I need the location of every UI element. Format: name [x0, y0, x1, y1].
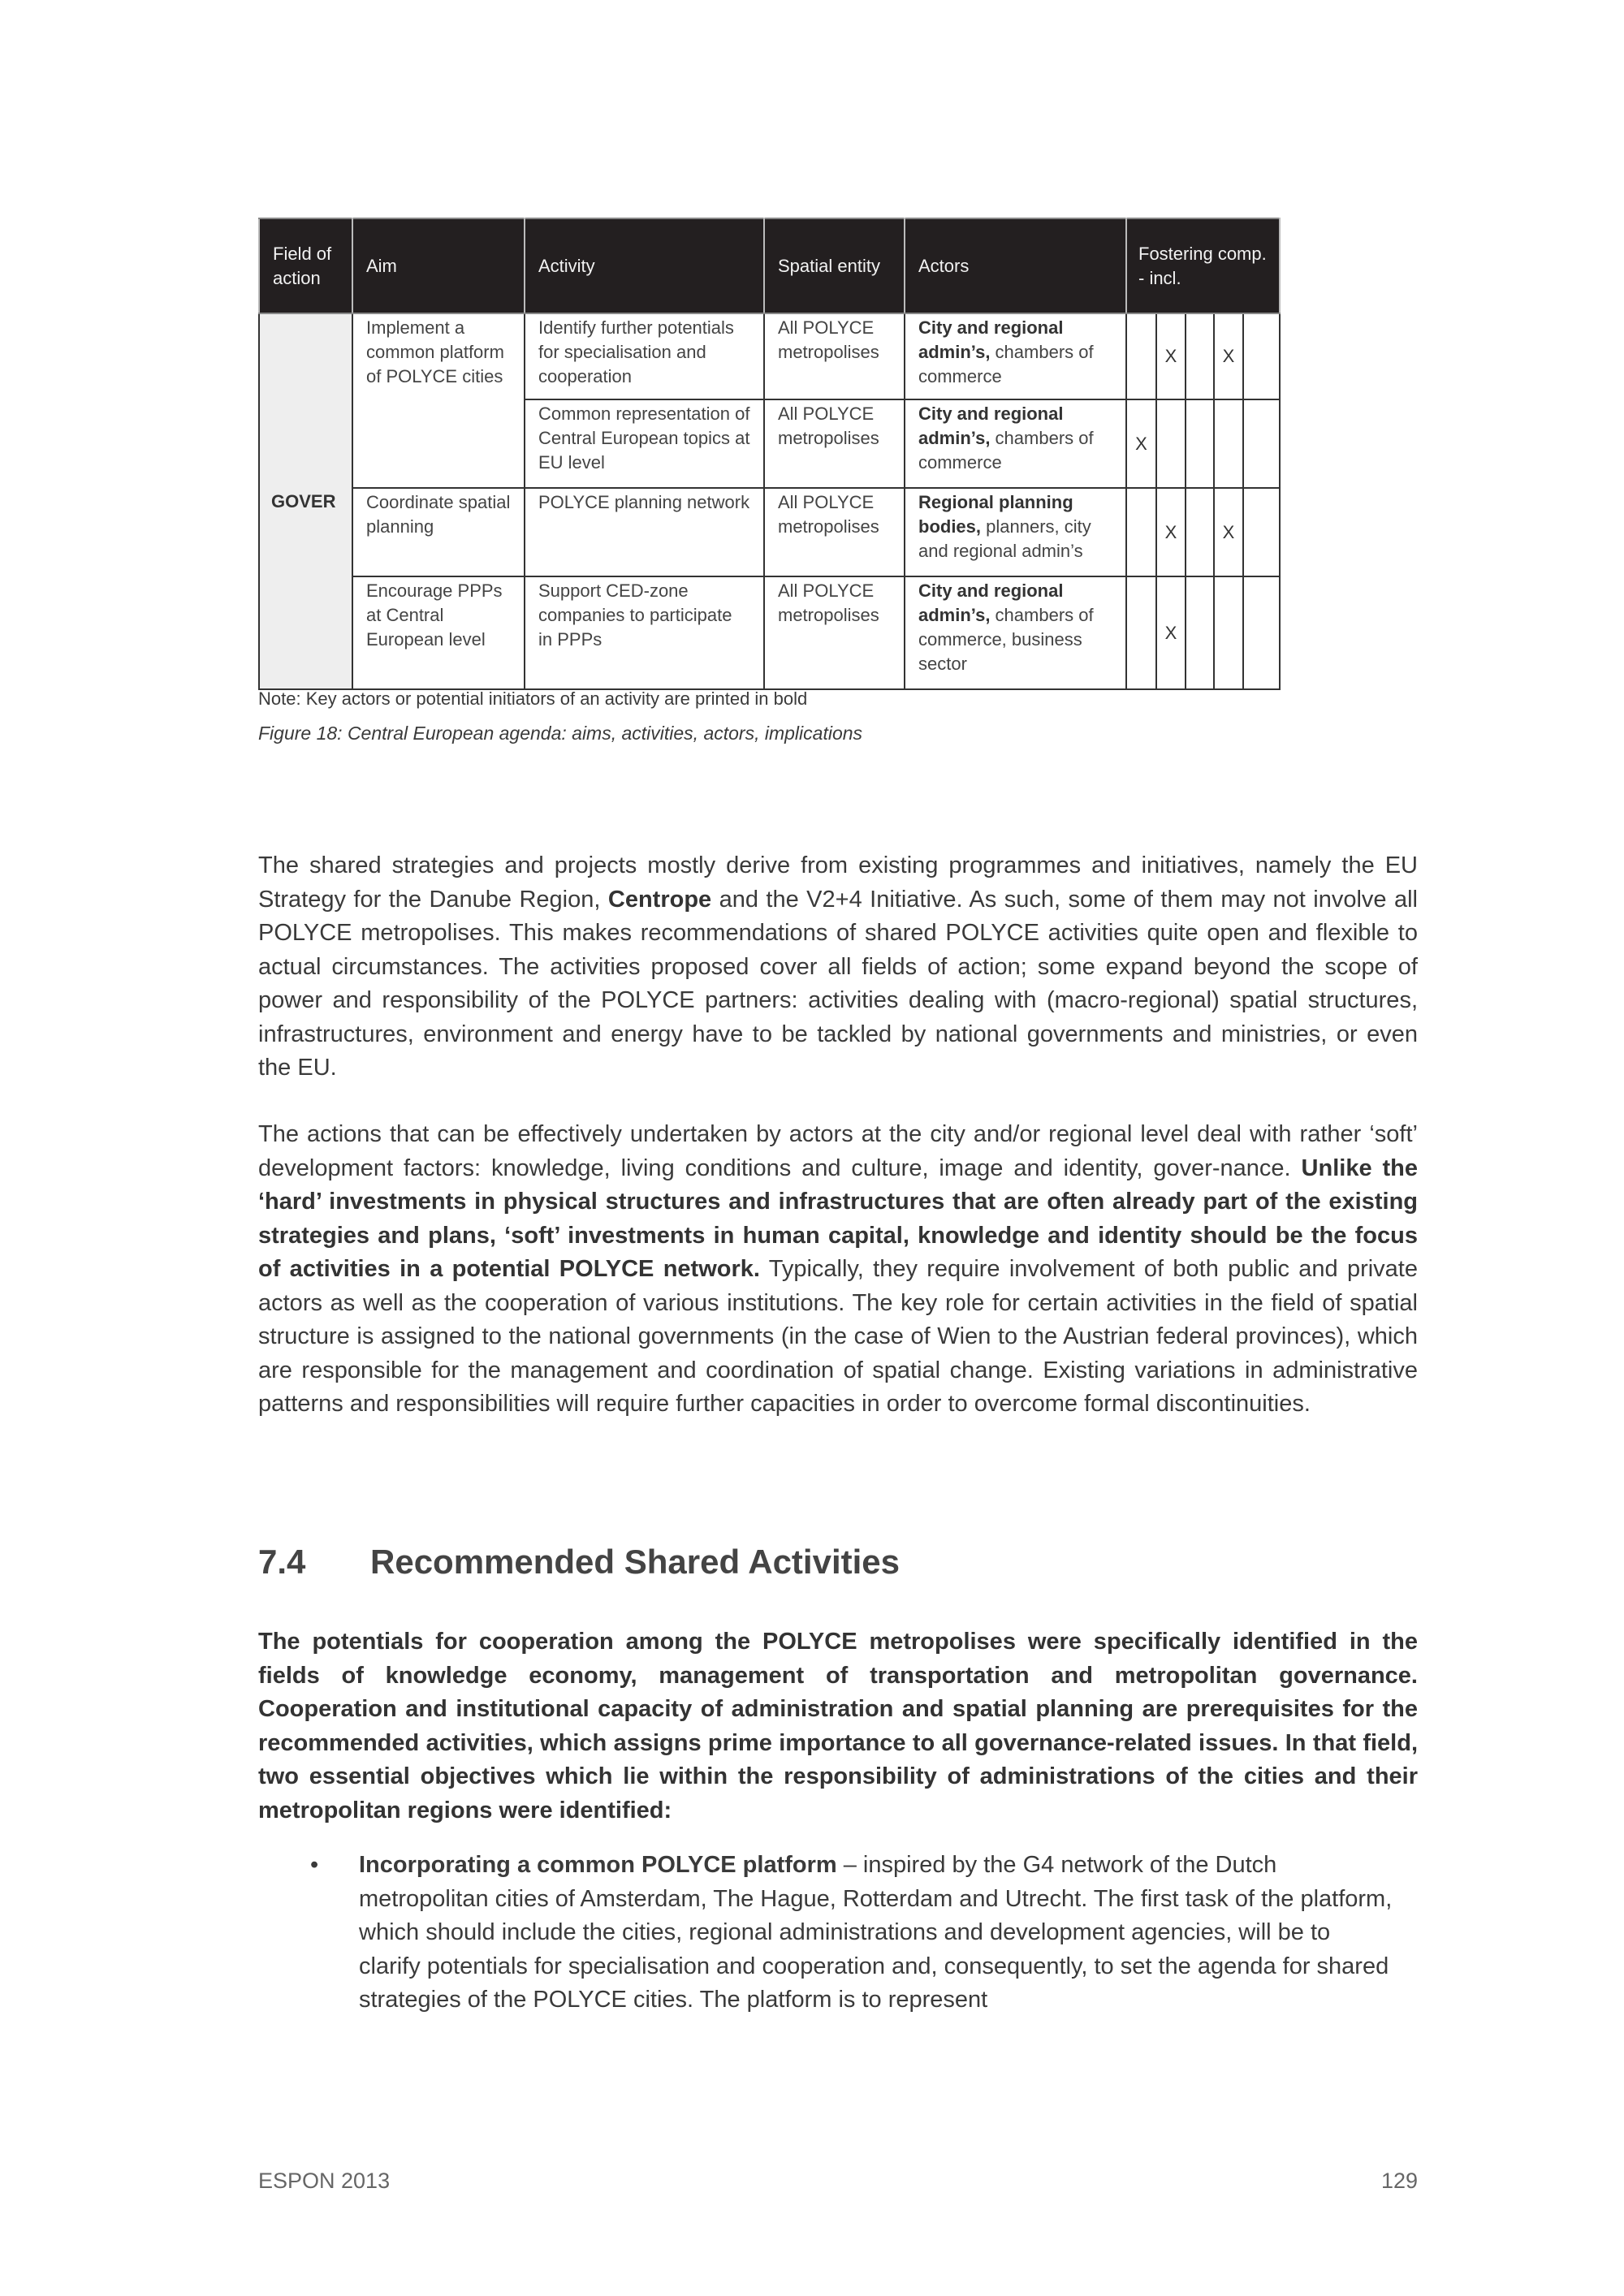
mark-cell [1126, 488, 1156, 576]
mark-cell [1126, 576, 1156, 689]
paragraph-shared-strategies [258, 849, 1418, 1085]
activity-cell: Support CED-zone companies to participate in PPPs [525, 576, 764, 689]
aim-cell: Coordinate spatial planning [352, 488, 525, 576]
header-actors: Actors [905, 218, 1126, 313]
mark-cell: X [1156, 488, 1186, 576]
mark-cell [1214, 399, 1243, 488]
mark-cell [1186, 488, 1214, 576]
other-actors: chambers of commerce [918, 342, 1094, 386]
bullet-list-item [307, 1849, 1395, 2018]
mark-cell: X [1214, 488, 1243, 576]
table-row [259, 576, 1280, 689]
mark-cell [1186, 399, 1214, 488]
page-number: 129 [1380, 2169, 1418, 2193]
figure-caption: Figure 18: Central European agenda: aims, activities, actors, implications [258, 723, 863, 744]
mark-cell [1126, 313, 1156, 399]
agenda-table [258, 218, 1281, 690]
key-actors: City and regional admin’s, [918, 404, 1064, 448]
mark-cell: X [1126, 399, 1156, 488]
activity-cell: Identify further potentials for specialisation and cooperation [525, 313, 764, 399]
header-aim: Aim [352, 218, 525, 313]
table-header-row [259, 218, 1280, 313]
field-of-action-cell: GOVER [259, 313, 352, 689]
header-field-of-action: Field of action [259, 218, 352, 313]
actors-cell [905, 313, 1126, 399]
header-activity: Activity [525, 218, 764, 313]
mark-cell [1186, 576, 1214, 689]
key-actors: City and regional admin’s, [918, 580, 1064, 625]
spatial-cell: All POLYCE metropolises [764, 399, 905, 488]
header-fostering: Fostering comp. - incl. [1126, 218, 1280, 313]
paragraph-text: The actions that can be effectively undertaken by actors at the city and/or regional level deal with rather ‘soft’ development factors: knowledge, living conditions and culture, image and identity, gover-nance. [258, 1121, 1418, 1181]
actors-cell [905, 488, 1126, 576]
header-spatial-entity: Spatial entity [764, 218, 905, 313]
mark-cell [1214, 576, 1243, 689]
mark-cell [1243, 576, 1280, 689]
paragraph-potentials: The potentials for cooperation among the POLYCE metropolises were specifically identified in the fields of knowledge economy, management of transportation and metropolitan governance. Cooperation and institutional capacity of administration and spatial planning are prerequisites for the recommended activities, which assigns prime importance to all governance-related issues. In that field, two essential objectives which lie within the responsibility of administrations of the cities and their metropolitan regions were identified: [258, 1629, 1418, 1823]
section-heading [258, 1543, 900, 1582]
mark-cell [1243, 488, 1280, 576]
activity-cell: Common representation of Central European topics at EU level [525, 399, 764, 488]
actors-cell [905, 576, 1126, 689]
paragraph-text: and the V2+4 Initiative. As such, some of them may not involve all POLYCE metropolises. This makes recommendations of shared POLYCE activities quite open and flexible to actual circumstances. The activities proposed cover all fields of action; some expand beyond the scope of power and responsibility of the POLYCE partners: activities dealing with (macro-regional) spatial structures, infrastructures, environment and energy have to be tackled by national governments and ministries, or even the EU. [258, 886, 1419, 1081]
paragraph-text: Typically, they require involvement of both public and private actors as well as the cooperation of various institutions. The key role for certain activities in the field of spatial structure is assigned to the national governments (in the case of Wien to the Austrian federal provinces), which are responsible for the management and coordination of spatial change. Existing variations in administrative patterns and responsibilities will require further capacities in order to overcome formal discontinuities. [258, 1256, 1418, 1417]
table-note: Note: Key actors or potential initiators of an activity are printed in bold [258, 688, 808, 709]
table-row [259, 313, 1280, 399]
key-actors: City and regional admin’s, [918, 317, 1064, 362]
spatial-cell: All POLYCE metropolises [764, 576, 905, 689]
mark-cell [1156, 399, 1186, 488]
paragraph-bold-text: Unlike the ‘hard’ investments in physical structures and infrastructures that are often already part of the existing strategies and plans, ‘soft’ investments in human capital, knowledge and identity should be the focus of activities in a potential POLYCE network. [258, 1154, 1418, 1282]
paragraph-text: The shared strategies and projects mostly derive from existing programmes and initiatives, namely the EU Strategy for the Danube Region, [258, 852, 1418, 913]
actors-cell [905, 399, 1126, 488]
footer-publication: ESPON 2013 [258, 2169, 391, 2193]
mark-cell [1186, 313, 1214, 399]
bullet-bold-text: Incorporating a common POLYCE platform [359, 1852, 837, 1878]
table-row [259, 488, 1280, 576]
spatial-cell: All POLYCE metropolises [764, 313, 905, 399]
other-actors: chambers of commerce [918, 428, 1094, 473]
aim-cell: Implement a common platform of POLYCE cities [352, 313, 525, 488]
mark-cell [1243, 399, 1280, 488]
mark-cell: X [1156, 576, 1186, 689]
spatial-cell: All POLYCE metropolises [764, 488, 905, 576]
key-actors: Regional planning bodies, [918, 492, 1073, 537]
mark-cell: X [1214, 313, 1243, 399]
other-actors: chambers of commerce, business sector [918, 605, 1094, 674]
mark-cell: X [1156, 313, 1186, 399]
mark-cell [1243, 313, 1280, 399]
bullet-body-text: – inspired by the G4 network of the Dutch metropolitan cities of Amsterdam, The Hague, Rotterdam and Utrecht. The first task of the platform, which should include the cities, regional administrations and development agencies, will be to clarify potentials for specialisation and cooperation and, consequently, to set the agenda for shared strategies of the POLYCE cities. The platform is to represent [359, 1852, 1393, 2013]
aim-cell: Encourage PPPs at Central European level [352, 576, 525, 689]
section-number: 7.4 [258, 1543, 306, 1581]
paragraph-bold-text: Centrope [607, 886, 712, 913]
bullet-text [307, 1849, 1395, 2018]
other-actors: planners, city and regional admin’s [918, 516, 1091, 561]
paragraph-soft-factors [258, 1118, 1418, 1422]
activity-cell: POLYCE planning network [525, 488, 764, 576]
bullet-icon: • [310, 1852, 319, 1878]
section-title: Recommended Shared Activities [370, 1543, 900, 1581]
